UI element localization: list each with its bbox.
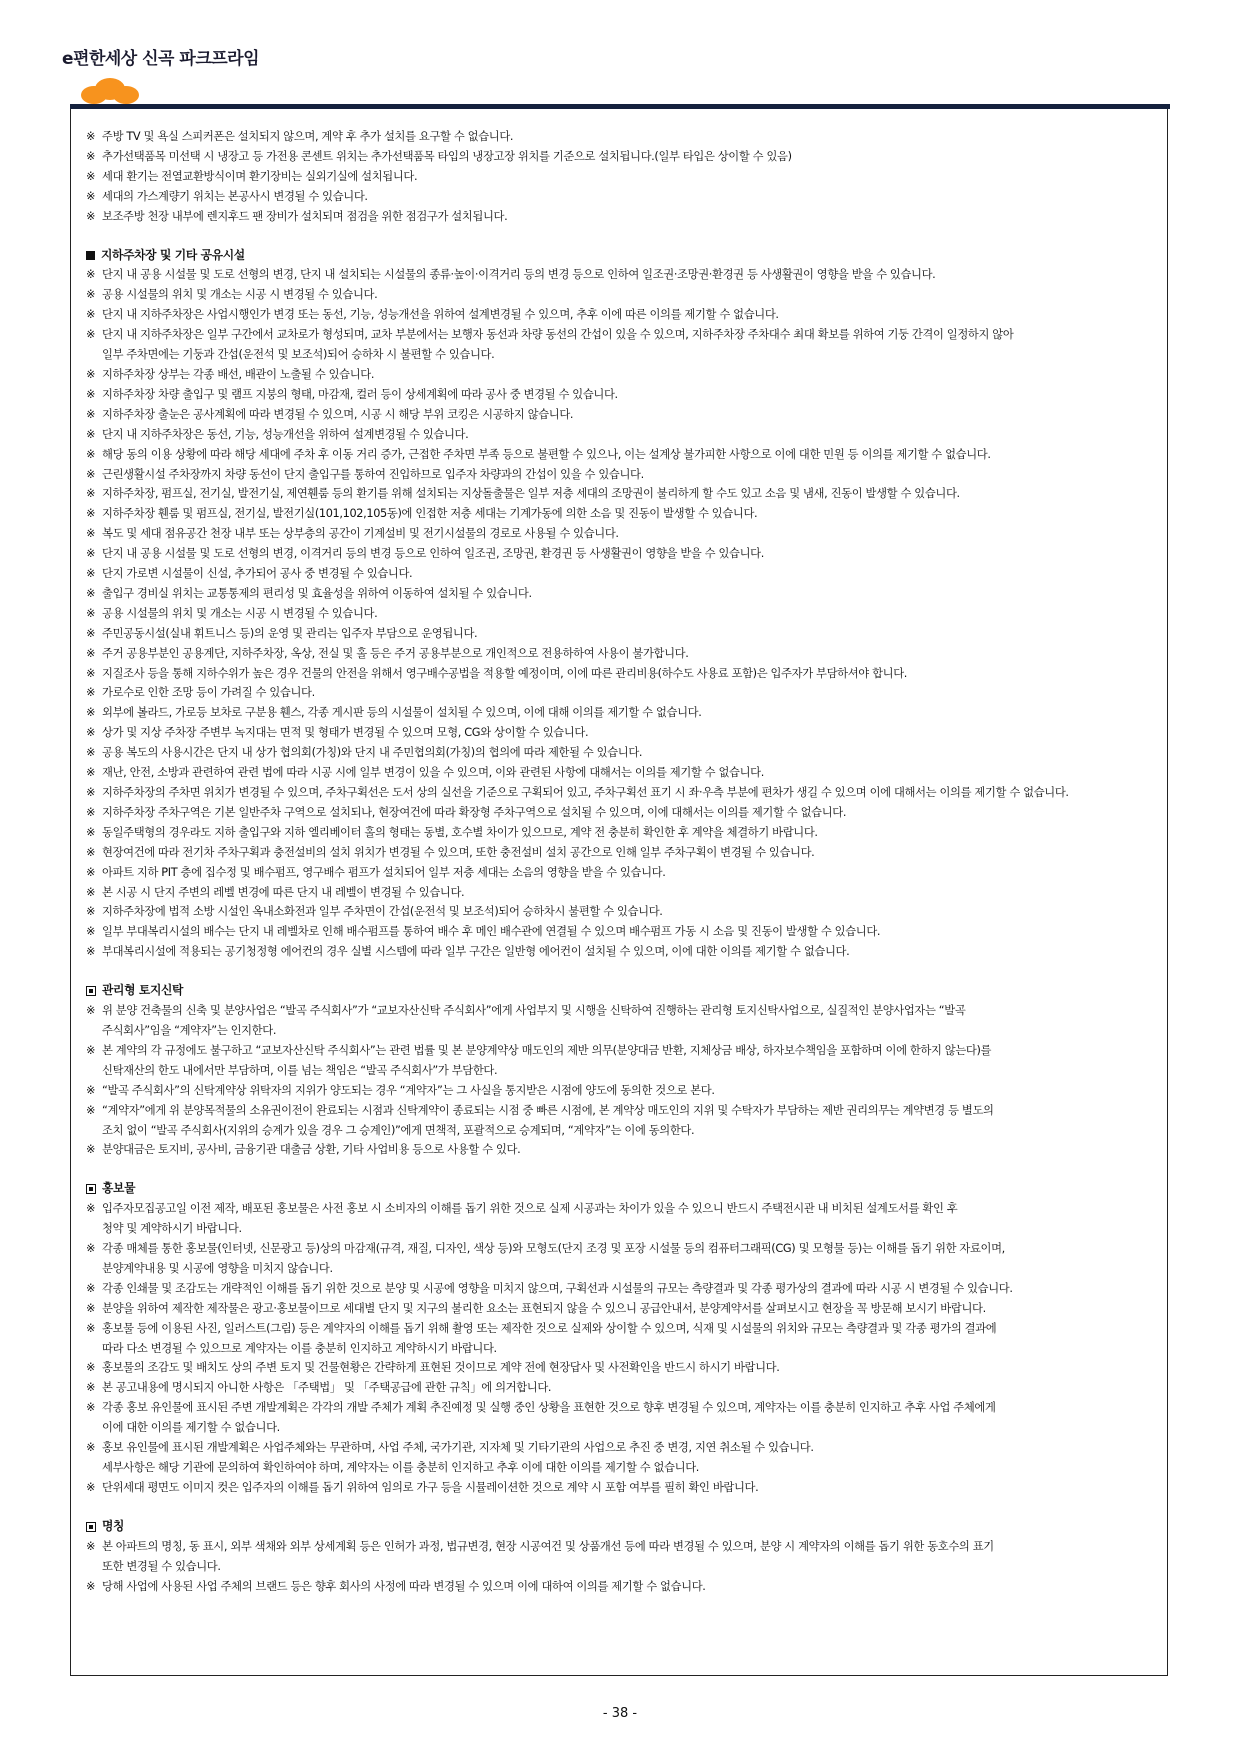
note-line: 홍보 유인물에 표시된 개발계획은 사업주체와는 무관하며, 사업 주체, 국가기관, 지자체 및 기타기관의 사업으로 추진 중 변경, 지연 취소될 수 있습니다. [102,1441,814,1455]
note-line: 지하주차장의 주차면 위치가 변경될 수 있으며, 주차구획선은 도서 상의 실선을 기준으로 구획되어 있고, 주차구획선 표기 시 좌·우측 부분에 편차가 생길 수 있으며 이에 대해서는 이의를 제기할 수 없습니다. [102,786,1069,799]
note-line: 각종 인쇄물 및 조감도는 개략적인 이해를 돕기 위한 것으로 분양 및 시공에 영향을 미치지 않으며, 구획선과 시설물의 규모는 측량결과 및 각종 평가상의 결과에 따라 시공 시 변경될 수 있습니다. [102,1281,1013,1295]
note-text [102,405,1161,425]
note-text [102,1041,1161,1081]
notes-body [86,127,1161,1596]
note-text [102,285,1161,305]
note-item [86,1101,1161,1141]
note-text [102,305,1161,325]
note-mark: ※ [86,328,96,342]
note-text [102,902,1161,922]
note-item [86,285,1161,305]
note-line: 분양대금은 토지비, 공사비, 금융기관 대출금 상환, 기타 사업비용 등으로 사용할 수 있다. [102,1143,521,1157]
note-text [102,564,1161,584]
section-heading [86,1179,1161,1199]
note-item [86,743,1161,763]
note-mark: ※ [86,367,96,381]
note-item [86,265,1161,285]
note-line: 본 시공 시 단지 주변의 레벨 변경에 따른 단지 내 레벨이 변경될 수 있습니다. [102,885,465,899]
note-item [86,187,1161,207]
note-item [86,863,1161,883]
note-line: 당해 사업에 사용된 사업 주체의 브랜드 등은 향후 회사의 사정에 따라 변경될 수 있으며 이에 대하여 이의를 제기할 수 없습니다. [102,1579,706,1593]
note-mark: ※ [86,547,96,561]
note-line: 현장여건에 따라 전기차 주차구획과 충전설비의 설치 위치가 변경될 수 있으며, 또한 충전설비 설치 공간으로 인해 일부 주차구획이 변경될 수 있습니다. [102,845,815,859]
note-mark: ※ [86,1480,96,1494]
note-mark: ※ [86,447,96,461]
note-item [86,1239,1161,1279]
note-mark: ※ [86,606,96,620]
note-mark: ※ [86,825,96,839]
note-item [86,1537,1161,1577]
square-bullet-icon [86,1522,96,1532]
note-mark: ※ [86,169,96,183]
note-item [86,783,1161,803]
note-mark: ※ [86,1143,96,1157]
note-item [86,1319,1161,1359]
note-text [102,683,1161,703]
note-line: “발곡 주식회사”의 신탁계약상 위탁자의 지위가 양도되는 경우 “계약자”는 그 사실을 통지받은 시점에 양도에 동의한 것으로 본다. [102,1083,715,1097]
note-mark: ※ [86,686,96,700]
note-mark: ※ [86,1281,96,1295]
note-item [86,823,1161,843]
note-line-continued: 분양계약내용 및 시공에 영향을 미치지 않습니다. [102,1261,333,1275]
note-text [102,1199,1161,1239]
note-line: 공용 시설물의 위치 및 개소는 시공 시 변경될 수 있습니다. [102,288,378,302]
note-item [86,803,1161,823]
note-item [86,524,1161,544]
note-item [86,703,1161,723]
note-text [102,823,1161,843]
note-line: 지하주차장 주차구역은 기본 일반주차 구역으로 설치되나, 현장여건에 따라 확장형 주차구역으로 설치될 수 있으며, 이에 대해서는 이의를 제기할 수 없습니다. [102,805,847,819]
note-text [102,922,1161,942]
note-line: 본 계약의 각 규정에도 불구하고 “교보자산신탁 주식회사”는 관련 법률 및 본 분양계약상 매도인의 제반 의무(분양대금 반환, 지체상금 배상, 하자보수책임을 포함하며 이에 한하지 않는다)를 [102,1043,992,1057]
note-line: 출입구 경비실 위치는 교통통제의 편리성 및 효율성을 위하여 이동하여 설치될 수 있습니다. [102,586,532,600]
note-text [102,147,1161,167]
note-item [86,723,1161,743]
note-item [86,207,1161,227]
note-item [86,465,1161,485]
note-item [86,127,1161,147]
note-item [86,1438,1161,1478]
note-mark: ※ [86,308,96,322]
note-item [86,624,1161,644]
note-item [86,942,1161,962]
note-text [102,1101,1161,1141]
note-text [102,863,1161,883]
note-line: 위 분양 건축물의 신축 및 분양사업은 “발곡 주식회사”가 “교보자산신탁 주식회사”에게 사업부지 및 시행을 신탁하여 진행하는 관리형 토지신탁사업으로, 실질적인 분양사업자는 “발곡 [102,1004,966,1018]
note-item [86,1299,1161,1319]
note-line: 본 아파트의 명칭, 동 표시, 외부 색채와 외부 상세계획 등은 인허가 과정, 법규변경, 현장 시공여건 및 상품개선 등에 따라 변경될 수 있으며, 분양 시 계약자의 이해를 돕기 위한 동호수의 표기 [102,1539,994,1553]
note-item [86,147,1161,167]
note-item [86,365,1161,385]
note-mark: ※ [86,945,96,959]
note-mark: ※ [86,1043,96,1057]
note-text [102,365,1161,385]
note-text [102,743,1161,763]
note-text [102,1378,1161,1398]
note-mark: ※ [86,646,96,660]
note-text [102,207,1161,227]
note-mark: ※ [86,149,96,163]
note-item [86,425,1161,445]
note-line-continued: 이에 대한 이의를 제기할 수 없습니다. [102,1421,280,1435]
note-item [86,1199,1161,1239]
note-item [86,167,1161,187]
note-text [102,465,1161,485]
note-item [86,1358,1161,1378]
note-mark: ※ [86,387,96,401]
note-mark: ※ [86,626,96,640]
section-heading-text: 홍보물 [102,1181,136,1196]
note-text [102,484,1161,504]
note-item [86,922,1161,942]
note-mark: ※ [86,586,96,600]
note-item [86,683,1161,703]
note-mark: ※ [86,268,96,282]
note-line: 근린생활시설 주차장까지 차량 동선이 단지 출입구를 통하여 진입하므로 입주자 차량과의 간섭이 있을 수 있습니다. [102,467,644,481]
note-line: 세대의 가스계량기 위치는 본공사시 변경될 수 있습니다. [102,189,368,203]
note-line: 공용 복도의 사용시간은 단지 내 상가 협의회(가칭)와 단지 내 주민협의회(가칭)의 협의에 따라 제한될 수 있습니다. [102,746,643,760]
note-mark: ※ [86,706,96,720]
note-line: 홍보물 등에 이용된 사진, 일러스트(그림) 등은 계약자의 이해를 돕기 위해 촬영 또는 제작한 것으로 실제와 상이할 수 있으며, 식재 및 시설물의 위치와 규모는 측량결과 및 각종 평가의 결과에 [102,1321,997,1335]
note-line: 단지 내 지하주차장은 동선, 기능, 성능개선을 위하여 설계변경될 수 있습니다. [102,427,469,441]
note-line: 재난, 안전, 소방과 관련하여 관련 법에 따라 시공 시에 일부 변경이 있을 수 있으며, 이와 관련된 사항에 대해서는 이의를 제기할 수 없습니다. [102,766,764,780]
note-mark: ※ [86,726,96,740]
note-text [102,584,1161,604]
note-line: 지하주차장에 법적 소방 시설인 옥내소화전과 일부 주차면이 간섭(운전석 및 보조석)되어 승하차시 불편할 수 있습니다. [102,905,663,919]
note-item [86,1378,1161,1398]
note-mark: ※ [86,288,96,302]
note-line: 본 공고내용에 명시되지 아니한 사항은 「주택법」 및 「주택공급에 관한 규칙」에 의거합니다. [102,1381,552,1395]
note-mark: ※ [86,1103,96,1117]
note-item [86,902,1161,922]
note-mark: ※ [86,567,96,581]
page-number: - 38 - [602,1706,638,1721]
note-mark: ※ [86,209,96,223]
note-mark: ※ [86,1381,96,1395]
note-mark: ※ [86,1361,96,1375]
note-text [102,1438,1161,1478]
note-text [102,445,1161,465]
square-bullet-icon [86,986,96,996]
note-text [102,644,1161,664]
note-text [102,604,1161,624]
note-line: 단지 내 공용 시설물 및 도로 선형의 변경, 이격거리 등의 변경 등으로 인하여 일조권, 조망권, 환경권 등 사생활권이 영향을 받을 수 있습니다. [102,547,764,561]
square-bullet-icon [86,251,95,260]
note-line: 주방 TV 및 욕실 스피커폰은 설치되지 않으며, 계약 후 추가 설치를 요구할 수 없습니다. [102,130,514,143]
note-mark: ※ [86,1321,96,1335]
note-line: 추가선택품목 미선택 시 냉장고 등 가전용 콘센트 위치는 추가선택품목 타입의 냉장고장 위치를 기준으로 설치됩니다.(일부 타입은 상이할 수 있음) [102,149,792,163]
note-line: 세대 환기는 전열교환방식이며 환기장비는 실외기실에 설치됩니다. [102,169,418,183]
note-line: 입주자모집공고일 이전 제작, 배포된 홍보물은 사전 홍보 시 소비자의 이해를 돕기 위한 것으로 실제 시공과는 차이가 있을 수 있으니 반드시 주택전시관 내 비치된 설계도서를 확인 후 [102,1202,958,1216]
note-line: 각종 매체를 통한 홍보물(인터넷, 신문광고 등)상의 마감재(규격, 재질, 디자인, 색상 등)와 모형도(단지 조경 및 포장 시설물 등의 컴퓨터그래픽(CG) 및 모형물 등)는 이해를 돕기 위한 자료이며, [102,1242,1005,1256]
note-line: 보조주방 천장 내부에 렌지후드 팬 장비가 설치되며 점검을 위한 점검구가 설치됩니다. [102,209,508,223]
note-text [102,524,1161,544]
note-item [86,843,1161,863]
section-heading [86,246,1161,266]
note-text [102,1081,1161,1101]
note-line: 외부에 볼라드, 가로등 보차로 구분용 휀스, 각종 게시판 등의 시설물이 설치될 수 있으며, 이에 대해 이의를 제기할 수 없습니다. [102,706,702,720]
note-text [102,803,1161,823]
note-mark: ※ [86,487,96,501]
note-item [86,1279,1161,1299]
square-bullet-icon [86,1184,96,1194]
note-mark: ※ [86,1083,96,1097]
note-item [86,385,1161,405]
note-line: 분양을 위하여 제작한 제작물은 광고·홍보물이므로 세대별 단지 및 지구의 불리한 요소는 표현되지 않을 수 있으니 공급안내서, 분양계약서를 살펴보시고 현장을 꼭 방문해 보시기 바랍니다. [102,1301,986,1315]
note-item [86,564,1161,584]
note-text [102,883,1161,903]
note-text [102,1319,1161,1359]
note-text [102,187,1161,207]
note-mark: ※ [86,905,96,919]
note-line: 가로수로 인한 조망 등이 가려질 수 있습니다. [102,686,315,700]
note-line-continued: 신탁재산의 한도 내에서만 부담하며, 이를 넘는 책임은 “발곡 주식회사”가 부담한다. [102,1063,498,1077]
note-mark: ※ [86,865,96,879]
note-line: 일부 부대복리시설의 배수는 단지 내 레벨차로 인해 배수펌프를 통하여 배수 후 메인 배수관에 연결될 수 있으며 배수펌프 가동 시 소음 및 진동이 발생할 수 있습니다. [102,925,881,939]
note-item [86,604,1161,624]
note-text [102,265,1161,285]
note-line: 단위세대 평면도 이미지 컷은 입주자의 이해를 돕기 위하여 임의로 가구 등을 시뮬레이션한 것으로 계약 시 포함 여부를 필히 확인 바랍니다. [102,1480,759,1494]
note-item [86,664,1161,684]
note-line: 지질조사 등을 통해 지하수위가 높은 경우 건물의 안전을 위해서 영구배수공법을 적용할 예정이며, 이에 따른 관리비용(하수도 사용료 포함)은 입주자가 부담하셔야 합니다. [102,666,908,680]
note-text [102,1299,1161,1319]
note-text [102,1279,1161,1299]
note-line: 단지 내 공용 시설물 및 도로 선형의 변경, 단지 내 설치되는 시설물의 종류·높이·이격거리 등의 변경 등으로 인하여 일조권·조망권·환경권 등 사생활권이 영향을 받을 수 있습니다. [102,268,936,282]
note-mark: ※ [86,427,96,441]
note-mark: ※ [86,467,96,481]
note-text [102,703,1161,723]
note-text [102,1239,1161,1279]
note-item [86,325,1161,365]
note-line: 지하주차장 휀룸 및 펌프실, 전기실, 발전기실(101,102,105동)에 인접한 저층 세대는 기계가동에 의한 소음 및 진동이 발생할 수 있습니다. [102,507,758,521]
section-heading [86,981,1161,1001]
note-item [86,883,1161,903]
section-heading-text: 관리형 토지신탁 [102,983,184,998]
note-mark: ※ [86,189,96,203]
note-text [102,325,1161,365]
note-item [86,1041,1161,1081]
note-line-continued: 조치 없이 “발곡 주식회사(지위의 승계가 있을 경우 그 승계인)”에게 면책적, 포괄적으로 승계되며, “계약자”는 이에 동의한다. [102,1123,695,1137]
note-text [102,1398,1161,1438]
note-line: 해당 동의 이용 상황에 따라 해당 세대에 주차 후 이동 거리 증가, 근접한 주차면 부족 등으로 불편할 수 있으나, 이는 설계상 불가피한 사항으로 이에 대한 민원 등 이의를 제기할 수 없습니다. [102,447,991,461]
note-line-continued: 또한 변경될 수 있습니다. [102,1559,221,1573]
note-text [102,504,1161,524]
note-line: 아파트 지하 PIT 층에 집수정 및 배수펌프, 영구배수 펌프가 설치되어 일부 저층 세대는 소음의 영향을 받을 수 있습니다. [102,865,666,879]
note-item [86,1398,1161,1438]
note-line: 단지 가로변 시설물이 신설, 추가되어 공사 중 변경될 수 있습니다. [102,567,413,581]
note-line: 지하주차장, 펌프실, 전기실, 발전기실, 제연휀룸 등의 환기를 위해 설치되는 지상돌출물은 일부 저층 세대의 조망권이 불리하게 할 수도 있고 소음 및 냄새, 진동이 발생할 수 있습니다. [102,487,960,501]
note-item [86,1081,1161,1101]
note-text [102,783,1161,803]
note-text [102,167,1161,187]
section-heading [86,1517,1161,1537]
note-mark: ※ [86,407,96,421]
note-item [86,1577,1161,1597]
note-mark: ※ [86,925,96,939]
note-line: 홍보물의 조감도 및 배치도 상의 주변 토지 및 건물현황은 간략하게 표현된 것이므로 계약 전에 현장답사 및 사전확인을 반드시 하시기 바랍니다. [102,1361,780,1375]
note-mark: ※ [86,1202,96,1216]
note-line: 각종 홍보 유인물에 표시된 주변 개발계획은 각각의 개발 주체가 계획 추진예정 및 실행 중인 상황을 표현한 것으로 향후 변경될 수 있으며, 계약자는 이를 충분히 인지하고 추후 사업 주체에게 [102,1401,996,1415]
note-mark: ※ [86,845,96,859]
note-line-continued: 주식회사”임을 “계약자”는 인지한다. [102,1023,277,1037]
note-text [102,1577,1161,1597]
note-line: 동일주택형의 경우라도 지하 출입구와 지하 엘리베이터 홀의 형태는 동별, 호수별 차이가 있으므로, 계약 전 충분히 확인한 후 계약을 체결하기 바랍니다. [102,825,818,839]
note-text [102,544,1161,564]
note-item [86,405,1161,425]
note-line: 주거 공용부분인 공용계단, 지하주차장, 옥상, 전실 및 홀 등은 주거 공용부분으로 개인적으로 전용하하여 사용이 불가합니다. [102,646,689,660]
note-mark: ※ [86,805,96,819]
section-heading-text: 명칭 [102,1518,125,1533]
orange-cloud-logo [80,76,140,106]
note-text [102,1001,1161,1041]
note-item [86,1140,1161,1160]
note-line: 단지 내 지하주차장은 일부 구간에서 교차로가 형성되며, 교차 부분에서는 보행자 동선과 차량 동선의 간섭이 있을 수 있으며, 지하주차장 주차대수 최대 확보를 위하여 기둥 간격이 일정하지 않아 [102,328,1014,342]
note-mark: ※ [86,130,96,143]
note-item [86,544,1161,564]
note-mark: ※ [86,666,96,680]
note-item [86,644,1161,664]
note-text [102,624,1161,644]
note-item [86,504,1161,524]
note-text [102,385,1161,405]
note-text [102,1537,1161,1577]
note-line: 지하주차장 출눈은 공사계획에 따라 변경될 수 있으며, 시공 시 해당 부위 코킹은 시공하지 않습니다. [102,407,574,421]
note-mark: ※ [86,746,96,760]
note-item [86,1001,1161,1041]
note-line: 지하주차장 차량 출입구 및 램프 지붕의 형태, 마감재, 컬러 등이 상세계획에 따라 공사 중 변경될 수 있습니다. [102,387,618,401]
document-title: e편한세상 신곡 파크프라임 [62,49,260,69]
note-text [102,1478,1161,1498]
note-line-continued: 일부 주차면에는 기둥과 간섭(운전석 및 보조석)되어 승하차 시 불편할 수 있습니다. [102,348,495,362]
note-line-continued: 청약 및 계약하시기 바랍니다. [102,1222,242,1236]
note-mark: ※ [86,1401,96,1415]
note-item [86,763,1161,783]
note-text [102,843,1161,863]
note-mark: ※ [86,1539,96,1553]
note-line: “계약자”에게 위 분양목적물의 소유권이전이 완료되는 시점과 신탁계약이 종료되는 시점 중 빠른 시점에, 본 계약상 매도인의 지위 및 수탁자가 부담하는 제반 권리의무는 계약변경 등 별도의 [102,1103,994,1117]
note-line: 주민공동시설(실내 휘트니스 등)의 운영 및 관리는 입주자 부담으로 운영됩니다. [102,626,478,640]
note-text [102,942,1161,962]
note-item [86,584,1161,604]
note-text [102,763,1161,783]
note-line: 상가 및 지상 주차장 주변부 녹지대는 면적 및 형태가 변경될 수 있으며 모형, CG와 상이할 수 있습니다. [102,726,589,740]
note-line-continued: 따라 다소 변경될 수 있으므로 계약자는 이를 충분히 인지하고 계약하시기 바랍니다. [102,1341,497,1355]
note-mark: ※ [86,1242,96,1256]
note-mark: ※ [86,1004,96,1018]
note-mark: ※ [86,527,96,541]
note-line: 단지 내 지하주차장은 사업시행인가 변경 또는 동선, 기능, 성능개선을 위하여 설계변경될 수 있으며, 추후 이에 따른 이의를 제기할 수 없습니다. [102,308,779,322]
note-mark: ※ [86,885,96,899]
note-mark: ※ [86,1441,96,1455]
note-mark: ※ [86,1579,96,1593]
note-mark: ※ [86,507,96,521]
note-item [86,484,1161,504]
note-mark: ※ [86,786,96,799]
note-mark: ※ [86,766,96,780]
note-mark: ※ [86,1301,96,1315]
note-item [86,305,1161,325]
note-text [102,127,1161,147]
section-heading-text: 지하주차장 및 기타 공유시설 [101,247,245,262]
note-text [102,664,1161,684]
note-text [102,1140,1161,1160]
note-line-continued: 세부사항은 해당 기관에 문의하여 확인하여야 하며, 계약자는 이를 충분히 인지하고 추후 이에 대한 이의를 제기할 수 없습니다. [102,1461,700,1474]
note-text [102,1358,1161,1378]
note-item [86,1478,1161,1498]
note-line: 복도 및 세대 점유공간 천장 내부 또는 상부층의 공간이 기계설비 및 전기시설물의 경로로 사용될 수 있습니다. [102,527,619,541]
note-text [102,425,1161,445]
note-text [102,723,1161,743]
note-line: 지하주차장 상부는 각종 배선, 배관이 노출될 수 있습니다. [102,367,375,381]
note-item [86,445,1161,465]
note-line: 공용 시설물의 위치 및 개소는 시공 시 변경될 수 있습니다. [102,606,378,620]
note-line: 부대복리시설에 적용되는 공기청정형 에어컨의 경우 실별 시스템에 따라 일부 구간은 일반형 에어컨이 설치될 수 있으며, 이에 대한 이의를 제기할 수 없습니다. [102,945,850,959]
